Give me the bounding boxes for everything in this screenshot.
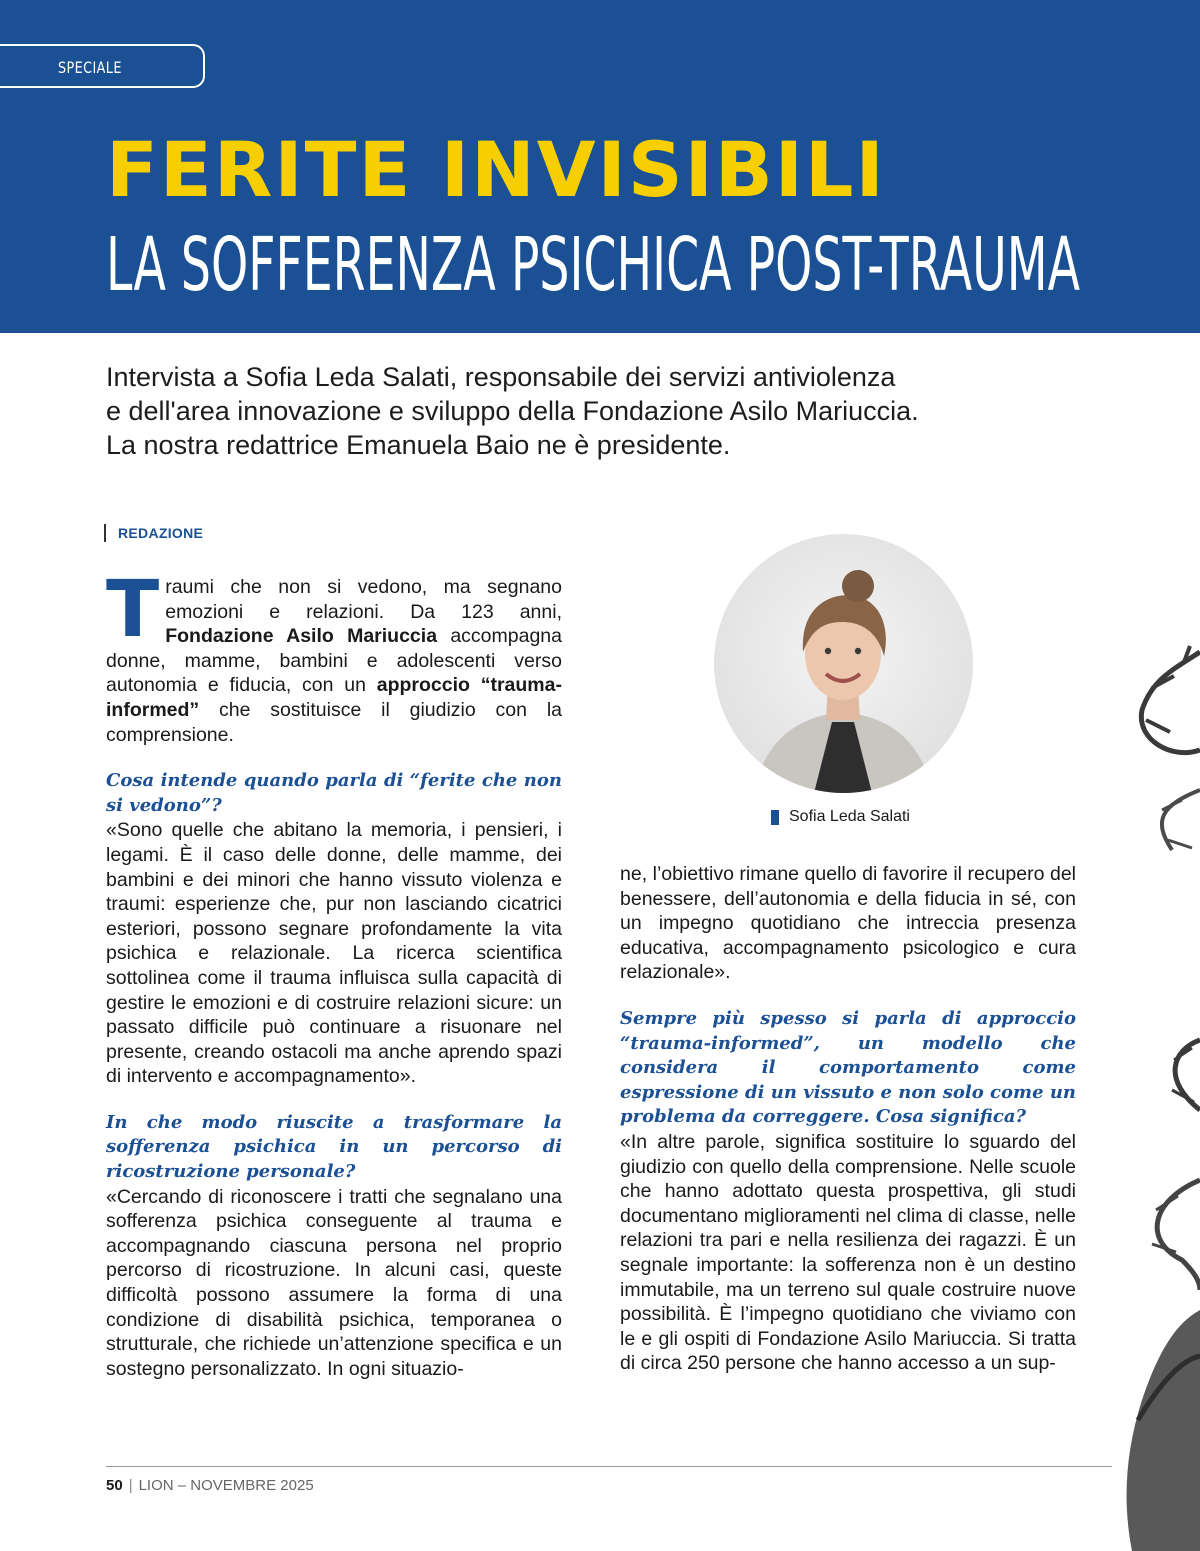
lede-line: La nostra redattrice Emanuela Baio ne è presidente.: [106, 430, 731, 460]
portrait-illustration: [714, 534, 973, 793]
interview-question: Sempre più spesso si parla di approccio “trauma-informed”, un modello che considera il comportamento come espressione di un vissuto e non solo come un problema da correggere. Cosa significa?: [620, 1007, 1076, 1128]
intro-bold: approccio “trauma-informed”: [106, 674, 562, 721]
interview-question: In che modo riuscite a trasformare la sofferenza psichica in un percorso di ricostruzione personale?: [106, 1111, 562, 1183]
lede-line: e dell'area innovazione e sviluppo della Fondazione Asilo Mariuccia.: [106, 396, 919, 426]
issue-label: LION – NOVEMBRE 2025: [138, 1477, 314, 1494]
interview-answer-continued: ne, l’obiettivo rimane quello di favorire il recupero del benessere, dell’autonomia e della fiducia in sé, con un impegno quotidiano che intreccia presenza educativa, accompagnamento psicologico e cura relazionale».: [620, 863, 1076, 984]
drop-cap: T: [106, 565, 160, 655]
photo-caption: [771, 808, 910, 826]
interview-answer: «Cercando di riconoscere i tratti che segnalano una sofferenza psichica conseguente al trauma e accompagnando ciascuna persona nel proprio percorso di ricostruzione. In alcuni casi, queste difficoltà possono assumere la forma di una condizione di disabilità psichica, temporanea o strutturale, che richiede un’attenzione specifica e un sostegno personalizzato. In ogni situazio-: [106, 1185, 562, 1380]
section-label: SPECIALE: [58, 58, 122, 77]
article-lede: [106, 360, 926, 462]
decorative-barbed-wire-image: [1112, 640, 1200, 1551]
byline: REDAZIONE: [104, 524, 203, 542]
portrait-photo: [714, 534, 973, 793]
page-footer: [106, 1477, 314, 1494]
footer-divider: [106, 1466, 1112, 1467]
text-column-right: [620, 862, 1076, 1376]
article-subtitle: LA SOFFERENZA PSICHICA POST-TRAUMA: [106, 222, 1081, 308]
section-tab: [0, 44, 205, 88]
footer-separator: |: [128, 1477, 133, 1494]
intro-paragraph: Traumi che non si vedono, ma segnano emozioni e relazioni. Da 123 anni, Fondazione Asilo Mariuccia accompagna donne, mamme, bambini e adolescenti verso autonomia e fiducia, con un approccio “trauma-informed” che sostituisce il giudizio con la comprensione.: [106, 565, 562, 746]
page-header: [0, 0, 1200, 333]
interview-question: Cosa intende quando parla di “ferite che non si vedono”?: [106, 770, 562, 816]
page-number: 50: [106, 1477, 123, 1494]
text-column-left: [106, 565, 562, 1381]
interview-answer: «In altre parole, significa sostituire lo sguardo del giudizio con quello della comprensione. Nelle scuole che hanno adottato questa prospettiva, gli studi documentano miglioramenti nel clima di classe, nelle relazioni tra pari e nella resilienza dei ragazzi. È un segnale importante: la sofferenza non è un destino immutabile, ma un terreno sul quale costruire nuove possibilità. È l’impegno quotidiano che viviamo con le e gli ospiti di Fondazione Asilo Mariuccia. Si tratta di circa 250 persone che hanno accesso a un sup-: [620, 1130, 1076, 1375]
caption-text: Sofia Leda Salati: [789, 808, 910, 825]
article-title: FERITE INVISIBILI: [106, 125, 886, 214]
intro-bold: Fondazione Asilo Mariuccia: [165, 625, 438, 648]
caption-marker: [771, 810, 779, 825]
lede-line: Intervista a Sofia Leda Salati, responsabile dei servizi antiviolenza: [106, 362, 896, 392]
interview-answer: «Sono quelle che abitano la memoria, i pensieri, i legami. È il caso delle donne, delle mamme, dei bambini e dei minori che hanno vissuto violenza e traumi: esperienze che, pur non lasciando cicatrici esteriori, possono segnare profondamente la vita psichica e relazionale. La ricerca scientifica sottolinea come il trauma influisca sulla capacità di gestire le emozioni e di costruire relazioni sicure: un passato difficile può continuare a risuonare nel presente, creando ostacoli ma anche aprendo spazi di intervento e accompagnamento».: [106, 819, 562, 1088]
